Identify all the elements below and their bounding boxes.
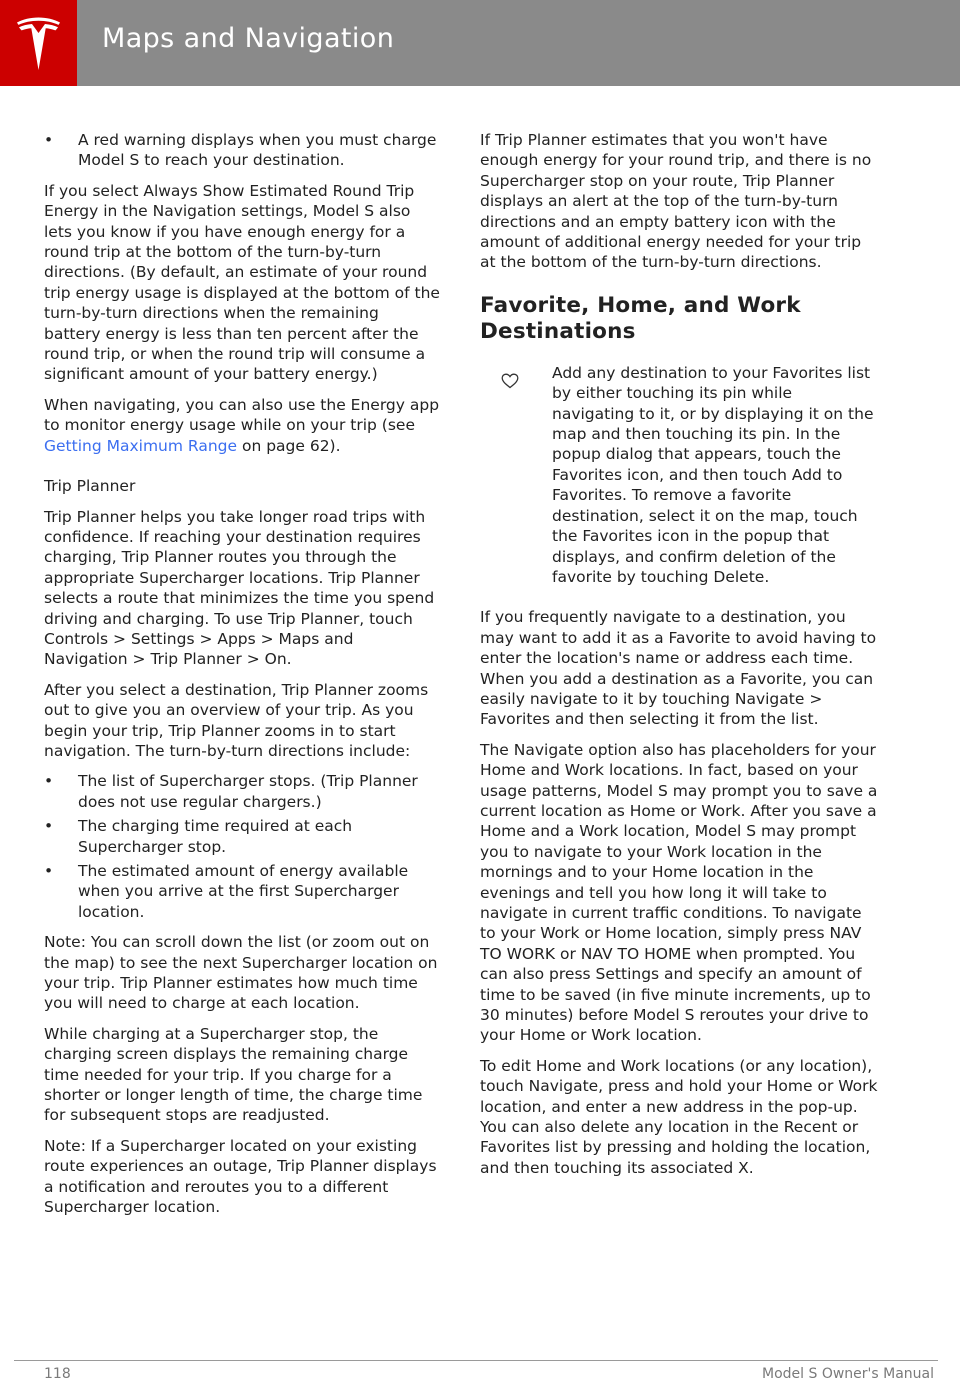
- list-item: • The estimated amount of energy available when you arrive at the first Supercharger location.: [44, 862, 409, 921]
- getting-maximum-range-link[interactable]: Getting Maximum Range: [44, 436, 238, 455]
- page-header: [0, 0, 960, 86]
- paragraph-alert: If Trip Planner estimates that you won't have enough energy for your round trip, and there is no Supercharger stop on your route, Trip Planner displays an alert at the top of the turn-by-turn directions and an empty battery icon with the amount of additional energy needed for your trip at the bottom of the turn-by-turn directions.: [480, 131, 872, 272]
- bullet-icon: •: [44, 772, 54, 791]
- note-scroll: Note: You can scroll down the list (or zoom out on the map) to see the next Supercharger location on your trip. Trip Planner estimates how much time you will need to charge at each location.: [44, 933, 438, 1013]
- note-outage: Note: If a Supercharger located on your existing route experiences an outage, Trip Planner displays a notification and reroutes you to a different Supercharger location.: [44, 1136, 437, 1217]
- tesla-logo-icon: [14, 16, 63, 70]
- section-title: Favorite, Home, and Work Destinations: [480, 292, 801, 344]
- paragraph-edit: To edit Home and Work locations (or any location), touch Navigate, press and hold your Home or Work location, and enter a new address in the pop-up. You can also delete any location in the Recent or Favorites list by pressing and holding the location, and then touching its associated X.: [480, 1056, 878, 1177]
- paragraph-after-select: After you select a destination, Trip Planner zooms out to give you an overview of your trip. As you begin your trip, Trip Planner zooms in to start navigation. The turn-by-turn directions include:: [44, 680, 429, 760]
- trip-planner-subheading: Trip Planner: [44, 477, 136, 496]
- list-item: • A red warning displays when you must charge Model S to reach your destination.: [44, 131, 437, 170]
- bullet-icon: •: [44, 131, 54, 149]
- paragraph-frequent: If you frequently navigate to a destination, you may want to add it as a Favorite to avoid having to enter the location's name or address each time. When you add a destination as a Favorite, you can easily navigate to it by touching Navigate > Favorites and then selecting it from the list.: [480, 608, 877, 729]
- paragraph-energy-app: When navigating, you can also use the Energy app to monitor energy usage while on your trip (see Getting Maximum Range on page 62).: [44, 395, 440, 455]
- right-column: [480, 130, 878, 1188]
- logo-box: [0, 0, 77, 86]
- warning-list: [44, 130, 440, 171]
- paragraph-charging: While charging at a Supercharger stop, the charging screen displays the remaining charge time needed for your trip. If you charge for a shorter or longer length of time, the charge time for subsequent stops are readjusted.: [44, 1024, 423, 1125]
- favorites-note: Add any destination to your Favorites list by either touching its pin while navigating to it, or by displaying it on the map and then touching its pin. In the popup dialog that appears, touch the Favorites icon, and then touch Add to Favorites. To remove a favorite destination, select it on the map, touch the Favorites icon in the popup that displays, and confirm deletion of the favorite by touching Delete.: [480, 363, 878, 587]
- list-item: • The list of Supercharger stops. (Trip Planner does not use regular chargers.): [44, 772, 418, 811]
- manual-name: Model S Owner's Manual: [762, 1366, 934, 1382]
- page-title: Maps and Navigation: [102, 23, 395, 54]
- paragraph-trip-planner: Trip Planner helps you take longer road trips with confidence. If reaching your destination requires charging, Trip Planner routes you through the appropriate Supercharger locations. Trip Planner selects a route that minimizes the time you spend driving and charging. To use Trip Planner, touch Controls > Settings > Apps > Maps and Navigation > Trip Planner > On.: [44, 507, 435, 669]
- paragraph-placeholders: The Navigate option also has placeholders for your Home and Work locations. In fact, based on your usage patterns, Model S may prompt you to save a current location as Home or Work. After you save a Home and a Work location, Model S may prompt you to navigate to your Work location in the mornings and to your Home location in the evenings and tell you how long it will take to navigate in current traffic conditions. To navigate to your Work or Home location, simply press NAV TO WORK or NAV TO HOME when prompted. You can also press Settings and specify an amount of time to be saved (in five minute increments, up to 30 minutes) before Model S reroutes your drive to your Home or Work location.: [480, 740, 878, 1045]
- left-column: [44, 130, 440, 1228]
- paragraph-round-trip: If you select Always Show Estimated Round Trip Energy in the Navigation settings, Model S also lets you know if you have enough energy for a round trip at the bottom of the turn-by-turn directions. (By default, an estimate of your round trip energy usage is displayed at the bottom of the turn-by-turn directions when the remaining battery energy is less than ten percent after the round trip, or when the round trip will consume a significant amount of your battery energy.): [44, 181, 440, 384]
- heart-icon: [501, 373, 519, 389]
- bullet-icon: •: [44, 817, 54, 836]
- directions-list: [44, 771, 440, 922]
- list-item: • The charging time required at each Supercharger stop.: [44, 817, 353, 856]
- bullet-icon: •: [44, 862, 54, 880]
- footer-divider: [14, 1360, 938, 1361]
- page-number: 118: [44, 1366, 71, 1382]
